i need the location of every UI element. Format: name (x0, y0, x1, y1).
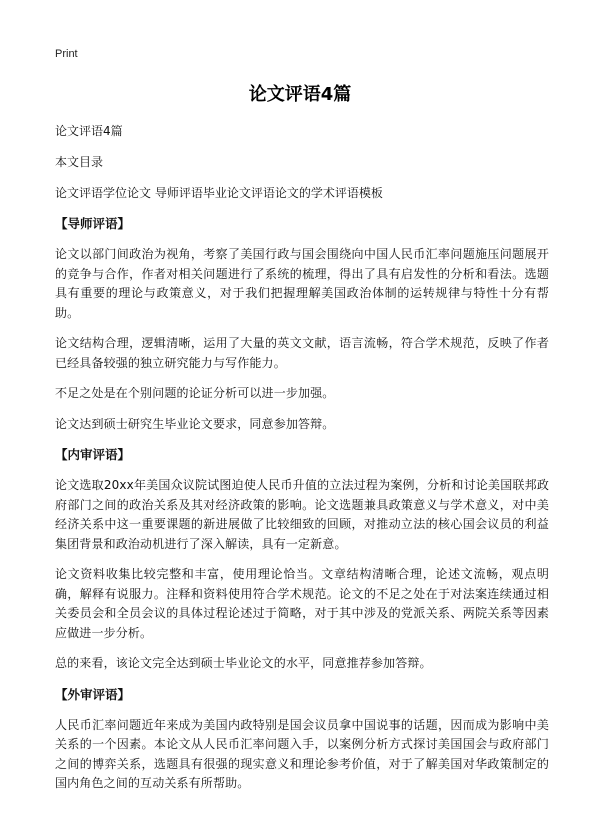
paragraph: 论文结构合理，逻辑清晰，运用了大量的英文文献，语言流畅，符合学术规范，反映了作者已经具备较强的独立研究能力与写作能力。 (55, 336, 549, 370)
paragraph: 人民币汇率问题近年来成为美国内政特别是国会议员拿中国说事的话题，因而成为影响中美关系的一个因素。本论文从人民币汇率问题入手，以案例分析方式探讨美国国会与政府部门之间的博弈关系，选题具有很强的现实意义和理论参考价值，对于了解美国对华政策制定的国内角色之间的互动关系有所帮助。 (55, 717, 549, 790)
paragraph: 论文以部门间政治为视角，考察了美国行政与国会围绕向中国人民币汇率问题施压问题展开的竞争与合作，作者对相关问题进行了系统的梳理，得出了具有启发性的分析和看法。选题具有重要的理论与政策意义，对于我们把握理解美国政治体制的运转规律与特性十分有帮助。 (55, 247, 549, 320)
paragraph: 论文达到硕士研究生毕业论文要求，同意参加答辩。 (55, 416, 335, 431)
document-subtitle: 论文评语4篇 (55, 124, 123, 138)
paragraph: 论文资料收集比较完整和丰富，使用理论恰当。文章结构清晰合理，论述文流畅，观点明确，解释有说服力。注释和资料使用符合学术规范。论文的不足之处在于对法案连续通过相关委员会和全员会议的具体过程论述过于简略，对于其中涉及的党派关系、两院关系等因素应做进一步分析。 (55, 567, 549, 640)
print-label: Print (55, 48, 78, 60)
section-heading-internal-review: 【内审评语】 (55, 447, 131, 462)
document-title: 论文评语4篇 (248, 84, 352, 105)
document-body (55, 121, 549, 805)
section-heading-external-review: 【外审评语】 (55, 686, 131, 702)
toc-label: 本文目录 (55, 155, 104, 169)
paragraph: 论文选取20xx年美国众议院试图迫使人民币升值的立法过程为案例，分析和讨论美国联邦政府部门之间的政治关系及其对经济政策的影响。论文选题兼具政策意义与学术意义，对中美经济关系中这一重要课题的新进展做了比较细致的回顾，对推动立法的核心国会议员的利益集团背景和政治动机进行了深入解读，具有一定新意。 (55, 478, 549, 551)
paragraph: 总的来看，该论文完全达到硕士毕业论文的水平，同意推荐参加答辩。 (55, 656, 432, 670)
paragraph: 不足之处是在个别问题的论证分析可以进一步加强。 (55, 386, 335, 400)
section-heading-advisor: 【导师评语】 (55, 216, 131, 231)
toc-line: 论文评语学位论文 导师评语毕业论文评语论文的学术评语模板 (55, 186, 383, 200)
